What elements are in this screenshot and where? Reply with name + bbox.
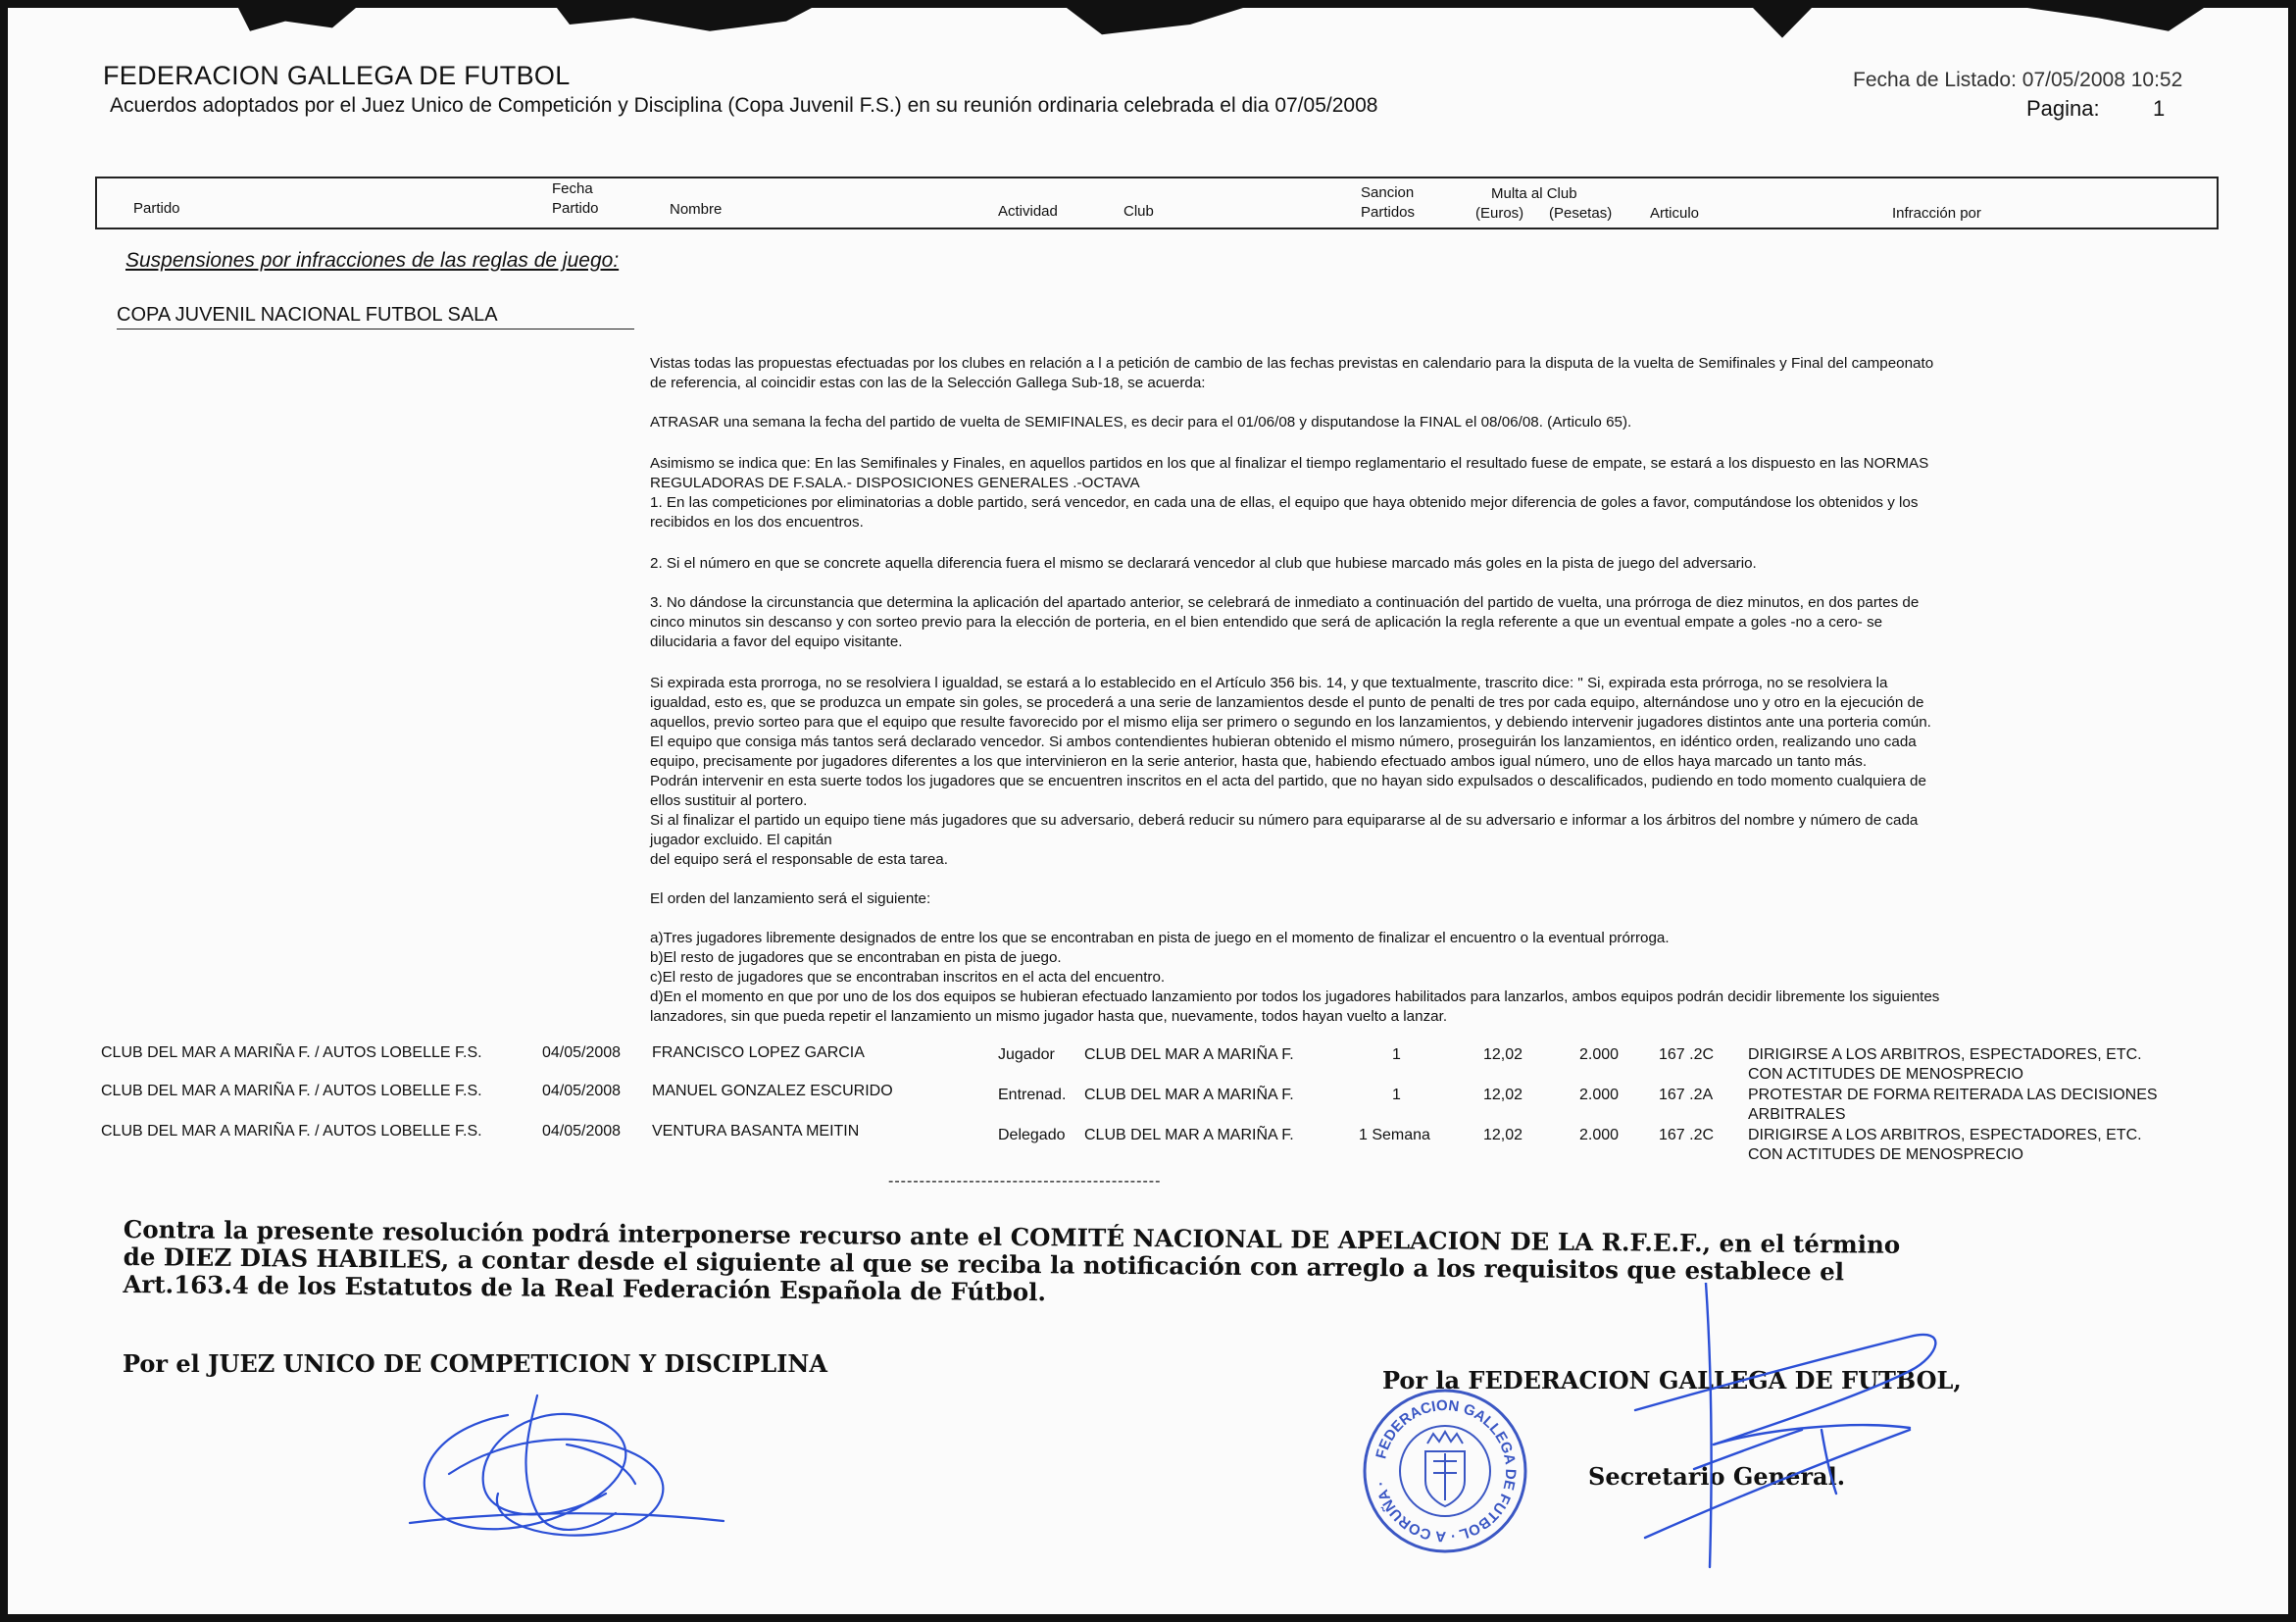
cell-euros: 12,02	[1483, 1127, 1523, 1143]
cell-pesetas: 2.000	[1579, 1127, 1620, 1143]
listing-date: Fecha de Listado: 07/05/2008 10:52	[1853, 69, 2183, 91]
cell-infraccion: ARBITRALES	[1748, 1106, 1846, 1123]
cell-club: CLUB DEL MAR A MARIÑA F.	[1084, 1127, 1294, 1143]
cell-euros: 12,02	[1483, 1046, 1523, 1063]
cell-club: CLUB DEL MAR A MARIÑA F.	[1084, 1046, 1294, 1063]
cell-pesetas: 2.000	[1579, 1087, 1620, 1103]
cell-partido: CLUB DEL MAR A MARIÑA F. / AUTOS LOBELLE F.S.	[101, 1044, 482, 1061]
cell-partido: CLUB DEL MAR A MARIÑA F. / AUTOS LOBELLE F.S.	[101, 1083, 482, 1099]
signature-right-label: Por la FEDERACION GALLEGA DE FUTBOL,	[1382, 1366, 1962, 1394]
left-signature	[390, 1376, 743, 1552]
cell-articulo: 167 .2C	[1659, 1127, 1715, 1143]
cell-articulo: 167 .2C	[1659, 1046, 1715, 1063]
document-page	[8, 8, 2288, 1614]
cell-infraccion: DIRIGIRSE A LOS ARBITROS, ESPECTADORES, ETC.	[1748, 1127, 2142, 1143]
page-number: 1	[2153, 96, 2166, 121]
cell-pesetas: 2.000	[1579, 1046, 1620, 1063]
torn-edge	[238, 8, 356, 41]
cell-infraccion: CON ACTITUDES DE MENOSPRECIO	[1748, 1146, 2023, 1163]
torn-edge	[557, 8, 812, 41]
cell-nombre: MANUEL GONZALEZ ESCURIDO	[652, 1083, 893, 1099]
cell-nombre: FRANCISCO LOPEZ GARCIA	[652, 1044, 865, 1061]
cell-fecha: 04/05/2008	[542, 1044, 622, 1061]
col-euros: (Euros)	[1475, 205, 1524, 222]
cell-sancion: 1 Semana	[1359, 1127, 1430, 1143]
col-infraccion: Infracción por	[1892, 205, 1981, 222]
body-paragraph: Si expirada esta prorroga, no se resolviera l igualdad, se estará a lo establecido en el Artículo 356 bis. 14, y que textualmente, trascrito dice: " Si, expirada esta prórroga, no se resolviera la igualdad, esto es, que se produzca un empate sin goles, se procederá a una serie de lanzamientos desde el punto de penalti de tres por cada equipo, alternándose uno y otro en la ejecución de aquellos, previo sorteo para que el equipo que resulte favorecido por el mismo elija ser primero o segundo en los lanzamientos, y debiendo intervenir jugadores distintos ante una porteria común. El equipo que consiga más tantos será declarado vencedor. Si ambos contendientes hubieran obtenido el mismo número, proseguirán los lanzamientos, en idéntico orden, realizando uno cada equipo, precisamente por jugadores diferentes a los que intervinieron en la serie anterior, hasta que, habiendo efectuado ambos igual número, uno de ellos haya marcado un tanto más. Podrán intervenir en esta suerte todos los jugadores que se encuentren inscritos en el acta del partido, que no hayan sido expulsados o descalificados, pudiendo en todo momento cualquiera de ellos sustituir al portero. Si al finalizar el partido un equipo tiene más jugadores que su adversario, deberá reducir su número para equipararse al de su adversario e informar a los árbitros del nombre y número de cada jugador excluido. El capitán del equipo será el responsable de esta tarea.	[650, 675, 1931, 868]
competition-name: COPA JUVENIL NACIONAL FUTBOL SALA	[117, 304, 498, 326]
resolution-body	[650, 354, 2223, 1027]
legal-notice-text: Contra la presente resolución podrá interponerse recurso ante el COMITÉ NACIONAL DE APELACION DE LA R.F.E.F., en el término de DIEZ DIAS HABILES, a contar desde el siguiente al que se reciba la notificación con arreglo a los requisitos que establece el Art.163.4 de los Estatutos de la Real Federación Española de Fútbol.	[123, 1215, 1901, 1307]
page-label: Pagina:	[2026, 96, 2100, 121]
section-title: Suspensiones por infracciones de las reglas de juego:	[125, 249, 620, 272]
right-signature	[1616, 1283, 2008, 1577]
federation-seal	[1357, 1383, 1533, 1559]
col-sancion-1: Sancion	[1361, 184, 1415, 201]
torn-edge	[1753, 8, 1812, 41]
separator-line: --------------------------------------------	[888, 1173, 1162, 1190]
torn-edge	[1067, 8, 1243, 41]
cell-euros: 12,02	[1483, 1087, 1523, 1103]
col-club: Club	[1123, 203, 1154, 220]
torn-edge	[2027, 8, 2204, 41]
col-articulo: Articulo	[1650, 205, 1700, 222]
col-actividad: Actividad	[998, 203, 1058, 220]
col-fecha-2: Partido	[552, 200, 599, 217]
svg-text:FEDERACION GALLEGA DE FUTBOL ·: FEDERACION GALLEGA DE FUTBOL · A CORUÑA ·	[1372, 1396, 1520, 1546]
body-paragraph: Asimismo se indica que: En las Semifinales y Finales, en aquellos partidos en los que al finalizar el tiempo reglamentario el resultado fuese de empate, se estará a los dispuesto en las NORMAS REGULADORAS DE F.SALA.- DISPOSICIONES GENERALES .-OCTAVA 1. En las competiciones por eliminatorias a doble partido, será vencedor, en cada una de ellas, el equipo que haya obtenido mejor diferencia de goles a favor, computándose los obtenidos y los recibidos en los dos encuentros.	[650, 455, 1929, 531]
body-paragraph: ATRASAR una semana la fecha del partido de vuelta de SEMIFINALES, es decir para el 01/06/08 y disputandose la FINAL el 08/06/08. (Articulo 65).	[650, 414, 1632, 431]
cell-club: CLUB DEL MAR A MARIÑA F.	[1084, 1087, 1294, 1103]
cell-partido: CLUB DEL MAR A MARIÑA F. / AUTOS LOBELLE F.S.	[101, 1123, 482, 1140]
col-sancion-2: Partidos	[1361, 204, 1416, 221]
cell-sancion: 1	[1392, 1087, 1401, 1103]
cell-nombre: VENTURA BASANTA MEITIN	[652, 1123, 860, 1140]
body-paragraph: a)Tres jugadores libremente designados de entre los que se encontraban en pista de juego en el momento de finalizar el encuentro o la eventual prórroga. b)El resto de jugadores que se encontraban en pista de juego. c)El resto de jugadores que se encontraban inscritos en el acta del encuentro. d)En el momento en que por uno de los dos equipos se hubieran efectuado lanzamiento por todos los jugadores habilitados para lanzarlos, ambos equipos podrán decidir libremente los siguientes lanzadores, sin que pueda repetir el lanzamiento un mismo jugador hasta que, nuevamente, todos hayan vuelto a lanzar.	[650, 930, 1940, 1025]
cell-infraccion: DIRIGIRSE A LOS ARBITROS, ESPECTADORES, ETC.	[1748, 1046, 2142, 1063]
col-partido: Partido	[133, 200, 180, 217]
cell-fecha: 04/05/2008	[542, 1083, 622, 1099]
cell-fecha: 04/05/2008	[542, 1123, 622, 1140]
body-paragraph: 2. Si el número en que se concrete aquella diferencia fuera el mismo se declarará vencedor al club que hubiese marcado más goles en la pista de juego del adversario.	[650, 555, 1757, 572]
document-subtitle: Acuerdos adoptados por el Juez Unico de Competición y Disciplina (Copa Juvenil F.S.) en su reunión ordinaria celebrada el dia 07/05/2008	[110, 94, 1378, 117]
col-multa: Multa al Club	[1491, 185, 1577, 202]
col-nombre: Nombre	[670, 201, 723, 218]
signature-role: Secretario General.	[1588, 1462, 1846, 1491]
cell-infraccion: PROTESTAR DE FORMA REITERADA LAS DECISIONES	[1748, 1087, 2158, 1103]
signature-left-label: Por el JUEZ UNICO DE COMPETICION Y DISCIPLINA	[123, 1349, 827, 1378]
body-paragraph: 3. No dándose la circunstancia que determina la aplicación del apartado anterior, se celebrará de inmediato a continuación del partido de vuelta, una prórroga de diez minutos, en dos partes de cinco minutos sin descanso y con sorteo previo para la elección de porteria, en el bien entendido que será de aplicación la regla referente a que un eventual empate a goles -no a cero- se dilucidaria a favor del equipo visitante.	[650, 594, 1920, 650]
cell-actividad: Delegado	[998, 1127, 1066, 1143]
cell-sancion: 1	[1392, 1046, 1401, 1063]
col-pesetas: (Pesetas)	[1549, 205, 1613, 222]
cell-actividad: Jugador	[998, 1046, 1055, 1063]
col-fecha-1: Fecha	[552, 180, 593, 197]
cell-articulo: 167 .2A	[1659, 1087, 1714, 1103]
cell-actividad: Entrenad.	[998, 1087, 1067, 1103]
body-paragraph: El orden del lanzamiento será el siguiente:	[650, 890, 931, 907]
cell-infraccion: CON ACTITUDES DE MENOSPRECIO	[1748, 1066, 2023, 1083]
body-paragraph: Vistas todas las propuestas efectuadas por los clubes en relación a l a petición de cambio de las fechas previstas en calendario para la disputa de la vuelta de Semifinales y Final del campeonato de referencia, al coincidir estas con las de la Selección Gallega Sub-18, se acuerda:	[650, 355, 1934, 391]
organization-title: FEDERACION GALLEGA DE FUTBOL	[103, 61, 571, 90]
